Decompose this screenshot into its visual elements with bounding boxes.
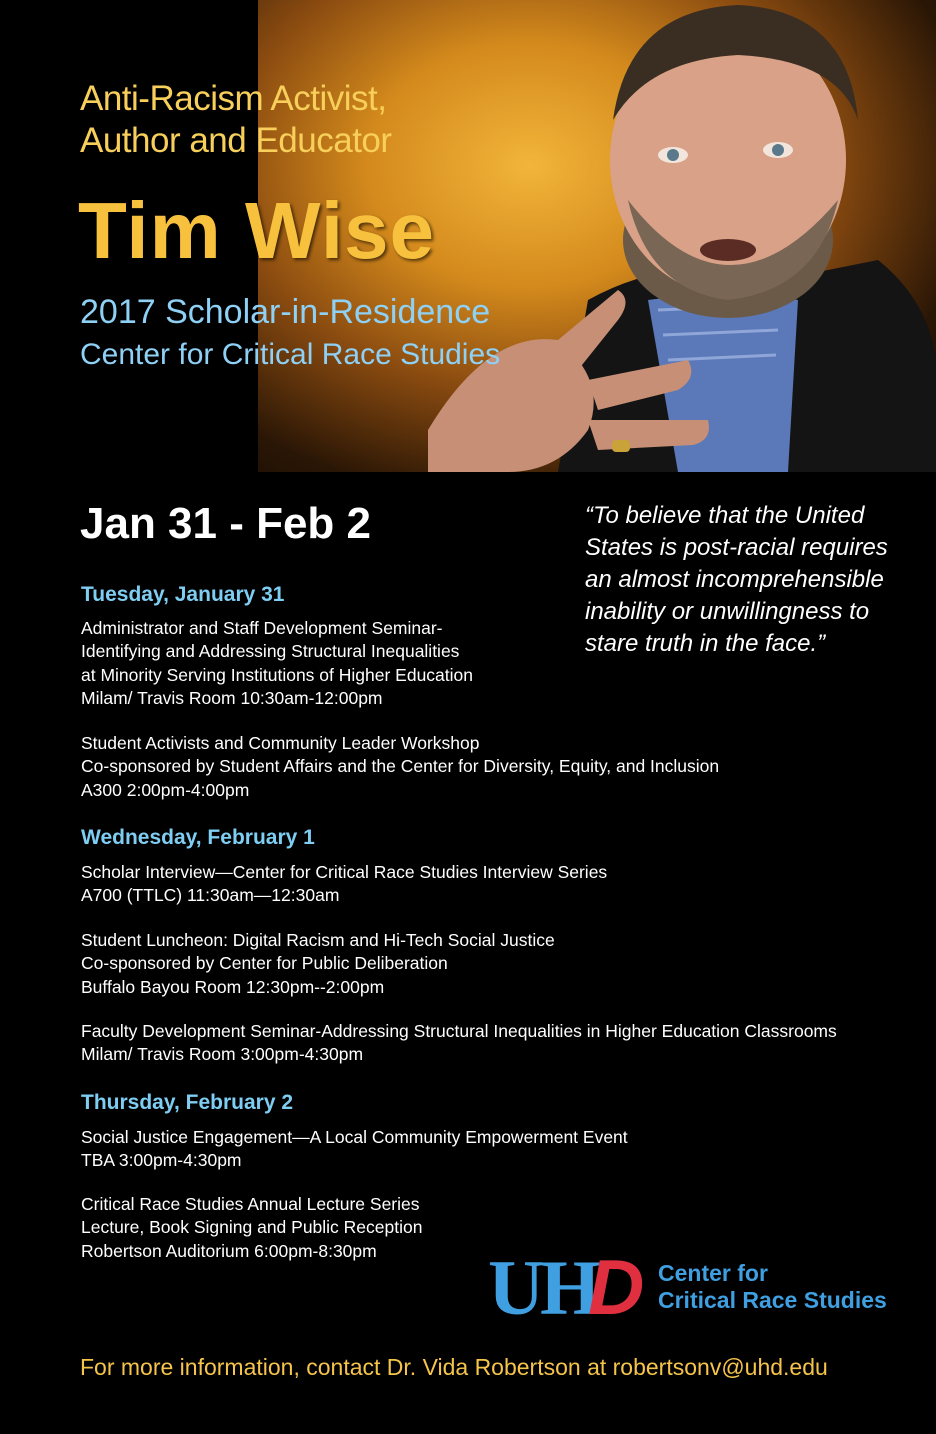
- event-tuesday-2: [81, 732, 719, 802]
- hero-banner: [0, 0, 936, 472]
- day-heading-tuesday: Tuesday, January 31: [81, 583, 285, 606]
- contact-footer: For more information, contact Dr. Vida Robertson at robertsonv@uhd.edu: [80, 1354, 828, 1380]
- logo-label-line-2: Critical Race Studies: [658, 1287, 887, 1313]
- event-tuesday-1: [81, 617, 473, 711]
- event-line: Robertson Auditorium 6:00pm-8:30pm: [81, 1240, 377, 1261]
- day-heading-thursday: Thursday, February 2: [81, 1091, 294, 1114]
- event-line: Lecture, Book Signing and Public Reception: [81, 1217, 423, 1238]
- center-title: Center for Critical Race Studies: [80, 338, 501, 371]
- event-line: Identifying and Addressing Structural Inequalities: [81, 641, 460, 662]
- tagline-line-1: Anti-Racism Activist,: [80, 79, 387, 118]
- event-line: Social Justice Engagement—A Local Community Empowerment Event: [81, 1127, 628, 1147]
- speaker-name: Tim Wise: [78, 186, 436, 275]
- tagline-line-2: Author and Educator: [80, 121, 392, 160]
- event-line: TBA 3:00pm-4:30pm: [81, 1150, 242, 1171]
- event-line: A300 2:00pm-4:00pm: [81, 779, 250, 800]
- event-line: Scholar Interview—Center for Critical Race Studies Interview Series: [81, 862, 608, 882]
- uhd-logo: [488, 1250, 658, 1322]
- logo-letter-u: U: [488, 1250, 545, 1322]
- logo-label-line-1: Center for: [658, 1260, 768, 1286]
- event-line: Faculty Development Seminar-Addressing Structural Inequalities in Higher Education Classrooms: [81, 1021, 837, 1041]
- logo-letter-h: H: [540, 1250, 601, 1322]
- event-line: A700 (TTLC) 11:30am—12:30am: [81, 885, 340, 906]
- event-wednesday-1: [81, 861, 607, 908]
- event-line: Administrator and Staff Development Seminar-: [81, 618, 443, 638]
- event-thursday-1: [81, 1126, 628, 1173]
- event-line: Buffalo Bayou Room 12:30pm--2:00pm: [81, 976, 385, 997]
- event-line: Critical Race Studies Annual Lecture Series: [81, 1194, 420, 1214]
- logo-letter-d: D: [588, 1250, 645, 1322]
- event-wednesday-3: [81, 1020, 837, 1067]
- headline-tagline: [80, 78, 392, 162]
- event-line: Milam/ Travis Room 10:30am-12:00pm: [81, 688, 383, 709]
- event-line: Co-sponsored by Center for Public Deliberation: [81, 953, 448, 974]
- event-wednesday-2: [81, 929, 555, 999]
- event-line: at Minority Serving Institutions of Higher Education: [81, 664, 473, 685]
- event-dates: Jan 31 - Feb 2: [80, 499, 372, 548]
- event-thursday-2: [81, 1193, 422, 1263]
- event-line: Student Luncheon: Digital Racism and Hi-Tech Social Justice: [81, 930, 555, 950]
- logo-label: [658, 1260, 887, 1314]
- scholar-title: 2017 Scholar-in-Residence: [80, 293, 491, 331]
- event-line: Co-sponsored by Student Affairs and the Center for Diversity, Equity, and Inclusion: [81, 756, 720, 777]
- day-heading-wednesday: Wednesday, February 1: [81, 826, 315, 849]
- event-line: Milam/ Travis Room 3:00pm-4:30pm: [81, 1044, 364, 1065]
- event-line: Student Activists and Community Leader Workshop: [81, 733, 480, 753]
- speaker-quote: “To believe that the United States is post-racial requires an almost incomprehensible inability or unwillingness to stare truth in the face.”: [585, 502, 888, 657]
